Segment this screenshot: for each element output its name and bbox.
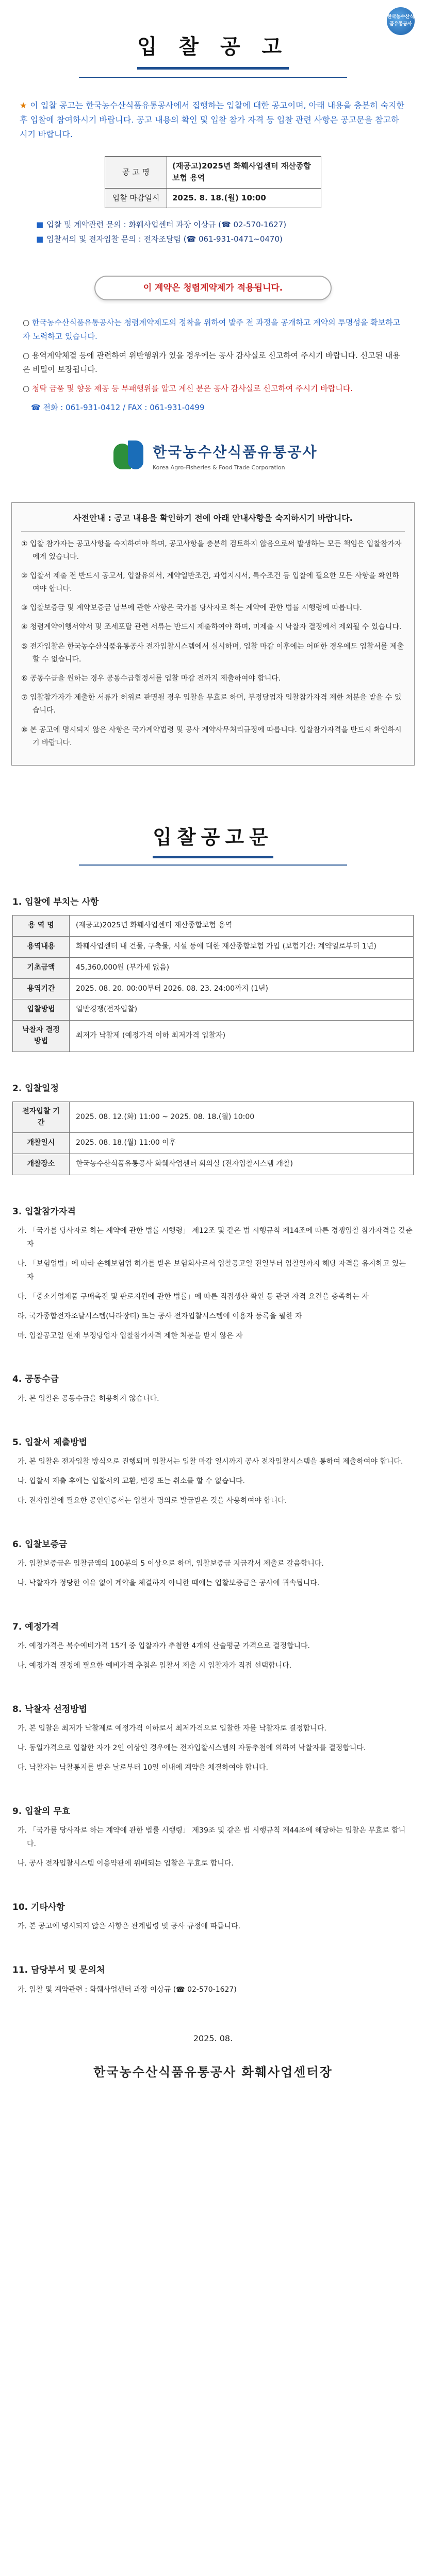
announcement-section <box>12 1205 414 1343</box>
announcement-section <box>12 895 414 1052</box>
pre-notice-title: 사전안내 : 공고 내용을 확인하기 전에 아래 안내사항을 숙지하시기 바랍니다. <box>21 511 405 532</box>
schedule-list <box>36 217 426 247</box>
announcement-section <box>12 1901 414 1934</box>
table-value: 한국농수산식품유통공사 화훼사업센터 회의실 (전자입찰시스템 개찰) <box>70 1154 414 1175</box>
list-item: 나. 낙찰자가 정당한 이유 없이 계약을 체결하지 아니한 때에는 입찰보증금은 공사에 귀속됩니다. <box>18 1579 320 1587</box>
list-item: 가. 본 입찰은 공동수급을 허용하지 않습니다. <box>18 1394 159 1403</box>
table-key: 낙찰자 결정방법 <box>13 1021 70 1052</box>
lead-paragraph: ★ 이 입찰 공고는 한국농수산식품유통공사에서 집행하는 입찰에 대한 공고이며, 아래 내용을 충분히 숙지한 후 입찰에 참여하시기 바랍니다. 공고 내용의 확인 및 입찰 참가 자격 등 입찰 관련 사항은 공고문을 참고하시기 바랍니다. <box>20 100 404 139</box>
table-row <box>13 1101 414 1132</box>
table-key: 전자입찰 기간 <box>13 1101 70 1132</box>
section-heading: 3. 입찰참가자격 <box>12 1206 76 1217</box>
note-item: ○ 용역계약체결 등에 관련하여 위반행위가 있을 경우에는 공사 감사실로 신고하여 주시기 바랍니다. 신고된 내용은 비밀이 보장됩니다. <box>23 350 400 374</box>
announcement-section <box>12 1082 414 1175</box>
bullet-icon: ■ <box>36 219 44 229</box>
pre-notice-box <box>11 502 415 766</box>
section-heading: 9. 입찰의 무효 <box>12 1806 71 1817</box>
pre-notice-item: ⑧ 본 공고에 명시되지 않은 사항은 국가계약법령 및 공사 계약사무처리규정에 따릅니다. 입찰참가자격을 반드시 확인하시기 바랍니다. <box>21 725 402 747</box>
at-logo-icon <box>113 440 145 472</box>
table-key: 용역내용 <box>13 937 70 958</box>
summary-row <box>105 188 321 208</box>
section-table <box>12 1101 414 1175</box>
brand-name-ko: 한국농수산식품유통공사 <box>153 443 318 461</box>
table-row <box>13 1133 414 1154</box>
section-heading: 1. 입찰에 부치는 사항 <box>12 896 99 907</box>
section-heading: 11. 담당부서 및 문의처 <box>12 1965 105 1976</box>
list-item: 가. 예정가격은 복수예비가격 15개 중 입찰자가 추첨한 4개의 산술평균 가격으로 결정합니다. <box>18 1642 310 1651</box>
table-row <box>13 916 414 937</box>
section-body <box>12 1393 414 1406</box>
schedule-item <box>36 232 426 247</box>
list-item: 나. 동일가격으로 입찰한 자가 2인 이상인 경우에는 전자입찰시스템의 자동추첨에 의하여 낙찰자를 결정합니다. <box>18 1744 366 1753</box>
announcement-section <box>12 1805 414 1871</box>
bullet-icon: ■ <box>36 234 44 244</box>
pre-notice-item: ③ 입찰보증금 및 계약보증금 납부에 관한 사항은 국가를 당사자로 하는 계약에 관한 법률 시행령에 따릅니다. <box>21 604 362 613</box>
list-item: 나. 입찰서 제출 후에는 입찰서의 교환, 변경 또는 취소를 할 수 없습니다. <box>18 1477 245 1485</box>
announcement-title: 입찰공고문 <box>153 822 273 858</box>
notice-header <box>0 0 426 78</box>
page-title: 입 찰 공 고 <box>137 31 289 70</box>
table-key: 입찰방법 <box>13 999 70 1021</box>
table-key: 용 역 명 <box>13 916 70 937</box>
list-item: 나. 「보험업법」에 따라 손해보험업 허가를 받은 보험회사로서 입찰공고일 전일부터 입찰일까지 해당 자격을 유지하고 있는 자 <box>18 1260 406 1281</box>
table-row <box>13 957 414 978</box>
table-row <box>13 999 414 1021</box>
list-item: 마. 입찰공고일 현재 부정당업자 입찰참가자격 제한 처분을 받지 않은 자 <box>18 1331 243 1340</box>
section-body <box>12 1920 414 1934</box>
section-heading: 2. 입찰일정 <box>12 1083 59 1094</box>
star-icon: ★ <box>20 100 27 110</box>
summary-value: 2025. 8. 18.(월) 10:00 <box>167 188 321 208</box>
list-item: 라. 국가종합전자조달시스템(나라장터) 또는 공사 전자입찰시스템에 이용자 등록을 필한 자 <box>18 1312 302 1320</box>
table-row <box>13 1154 414 1175</box>
table-key: 개찰일시 <box>13 1133 70 1154</box>
brand-name-en: Korea Agro-Fisheries & Food Trade Corporation <box>153 464 285 471</box>
list-item: 다. 전자입찰에 필요한 공인인증서는 입찰자 명의로 발급받은 것을 사용하여야 합니다. <box>18 1496 287 1505</box>
announcement-section <box>12 1620 414 1673</box>
list-item: 가. 입찰보증금은 입찰금액의 100분의 5 이상으로 하며, 입찰보증금 지급각서 제출로 갈음합니다. <box>18 1560 324 1568</box>
table-value: 최저가 낙찰제 (예정가격 이하 최저가격 입찰자) <box>70 1021 414 1052</box>
announcement-section <box>12 1436 414 1508</box>
pre-notice-item: ① 입찰 참가자는 공고사항을 숙지하여야 하며, 공고사항을 충분히 검토하지 않음으로써 발생하는 모든 책임은 입찰참가자에게 있습니다. <box>21 539 402 561</box>
issuing-organization: 한국농수산식품유통공사 화훼사업센터장 <box>93 2065 333 2080</box>
table-value: 일반경쟁(전자입찰) <box>70 999 414 1021</box>
section-body <box>12 1984 414 1997</box>
section-body <box>12 1640 414 1673</box>
table-value: 2025. 08. 12.(화) 11:00 ~ 2025. 08. 18.(월) 10:00 <box>70 1101 414 1132</box>
pre-notice-item: ⑤ 전자입찰은 한국농수산식품유통공사 전자입찰시스템에서 실시하며, 입찰 마감 이후에는 어떠한 경우에도 입찰서를 제출할 수 없습니다. <box>21 642 404 664</box>
integrity-notes <box>23 316 403 415</box>
summary-value: (재공고)2025년 화훼사업센터 재산종합보험 용역 <box>167 157 321 189</box>
section-heading: 4. 공동수급 <box>12 1374 59 1385</box>
table-row <box>13 937 414 958</box>
announcement-date: 2025. 08. <box>193 2033 233 2044</box>
list-item: 가. 본 입찰은 최저가 낙찰제로 예정가격 이하로서 최저가격으로 입찰한 자를 낙찰자로 결정합니다. <box>18 1724 326 1733</box>
section-body <box>12 1824 414 1871</box>
integrity-banner: 이 계약은 청렴계약제가 적용됩니다. <box>94 276 332 300</box>
table-value: 2025. 08. 18.(월) 11:00 이후 <box>70 1133 414 1154</box>
section-body <box>12 1722 414 1775</box>
summary-key: 입찰 마감일시 <box>105 188 167 208</box>
summary-row <box>105 157 321 189</box>
table-key: 개찰장소 <box>13 1154 70 1175</box>
section-heading: 10. 기타사항 <box>12 1902 65 1912</box>
table-value: (재공고)2025년 화훼사업센터 재산종합보험 용역 <box>70 916 414 937</box>
announcement-section <box>12 1703 414 1775</box>
table-row <box>13 1021 414 1052</box>
note-item: ○ 한국농수산식품유통공사는 청렴계약제도의 정착을 위하여 발주 전 과정을 공개하고 계약의 투명성을 확보하고자 노력하고 있습니다. <box>23 317 401 341</box>
list-item: 가. 「국가를 당사자로 하는 계약에 관한 법률 시행령」 제12조 및 같은 법 시행규칙 제14조에 따른 경쟁입찰 참가자격을 갖춘 자 <box>18 1227 413 1249</box>
section-heading: 8. 낙찰자 선정방법 <box>12 1704 88 1715</box>
section-table <box>12 915 414 1052</box>
corporation-badge-icon: 한국농수산식품유통공사 <box>387 7 415 35</box>
announcement-divider <box>79 865 347 866</box>
list-item: 나. 공사 전자입찰시스템 이용약관에 위배되는 입찰은 무효로 합니다. <box>18 1859 234 1868</box>
section-body <box>12 1455 414 1508</box>
pre-notice-item: ⑦ 입찰참가자가 제출한 서류가 허위로 판명될 경우 입찰을 무효로 하며, 부정당업자 입찰참가자격 제한 처분을 받을 수 있습니다. <box>21 693 402 715</box>
pre-notice-item: ④ 청렴계약이행서약서 및 조세포탈 관련 서류는 반드시 제출하여야 하며, 미제출 시 낙찰자 결정에서 제외될 수 있습니다. <box>21 623 402 632</box>
schedule-text: 입찰서의 및 전자입찰 문의 : 전자조달팀 (☎ 061-931-0471~0470) <box>46 234 283 244</box>
note-item: ○ 청탁 금품 및 향응 제공 등 부패행위를 알고 계신 분은 공사 감사실로 신고하여 주시기 바랍니다. <box>23 383 353 393</box>
list-item: 나. 예정가격 결정에 필요한 예비가격 추첨은 입찰서 제출 시 입찰자가 직접 선택합니다. <box>18 1662 292 1670</box>
contact-line: ☎ 전화 : 061-931-0412 / FAX : 061-931-0499 <box>31 402 205 412</box>
table-value: 2025. 08. 20. 00:00부터 2026. 08. 23. 24:00까지 (1년) <box>70 978 414 999</box>
list-item: 다. 「중소기업제품 구매촉진 및 판로지원에 관한 법률」에 따른 직접생산 확인 등 관련 자격 요건을 충족하는 자 <box>18 1292 369 1301</box>
table-value: 45,360,000원 (부가세 없음) <box>70 957 414 978</box>
summary-table <box>105 156 321 208</box>
list-item: 가. 입찰 및 계약관련 : 화훼사업센터 과장 이상규 (☎ 02-570-1627) <box>18 1985 237 1994</box>
list-item: 다. 낙찰자는 낙찰통지를 받은 날로부터 10일 이내에 계약을 체결하여야 합니다. <box>18 1764 269 1772</box>
schedule-item <box>36 217 426 232</box>
table-key: 기초금액 <box>13 957 70 978</box>
announcement-section <box>12 1963 414 1996</box>
table-row <box>13 978 414 999</box>
announcement-section <box>12 1372 414 1405</box>
table-value: 화훼사업센터 내 건물, 구축물, 시설 등에 대한 재산종합보험 가입 (보험기간: 계약일로부터 1년) <box>70 937 414 958</box>
list-item: 가. 「국가를 당사자로 하는 계약에 관한 법률 시행령」 제39조 및 같은 법 시행규칙 제44조에 해당하는 입찰은 무효로 합니다. <box>18 1826 406 1849</box>
list-item: 가. 본 입찰은 전자입찰 방식으로 진행되며 입찰서는 입찰 마감 일시까지 공사 전자입찰시스템을 통하여 제출하여야 합니다. <box>18 1458 403 1466</box>
list-item: 가. 본 공고에 명시되지 않은 사항은 관계법령 및 공사 규정에 따릅니다. <box>18 1922 241 1931</box>
section-heading: 5. 입찰서 제출방법 <box>12 1437 88 1448</box>
section-body <box>12 1557 414 1590</box>
pre-notice-item: ② 입찰서 제출 전 반드시 공고서, 입찰유의서, 계약일반조건, 과업지시서, 특수조건 등 입찰에 필요한 모든 사항을 확인하여야 합니다. <box>21 571 399 594</box>
section-body <box>12 1225 414 1343</box>
announcement-section <box>12 1538 414 1590</box>
summary-key: 공 고 명 <box>105 157 167 189</box>
table-key: 용역기간 <box>13 978 70 999</box>
pre-notice-item: ⑥ 공동수급을 원하는 경우 공동수급협정서를 입찰 마감 전까지 제출하여야 합니다. <box>21 674 281 683</box>
corporation-brand <box>113 440 426 472</box>
section-heading: 6. 입찰보증금 <box>12 1539 68 1550</box>
title-divider <box>79 77 347 78</box>
section-heading: 7. 예정가격 <box>12 1621 59 1632</box>
schedule-text: 입찰 및 계약관련 문의 : 화훼사업센터 과장 이상규 (☎ 02-570-1627) <box>46 219 287 229</box>
announcement-header <box>0 822 426 866</box>
